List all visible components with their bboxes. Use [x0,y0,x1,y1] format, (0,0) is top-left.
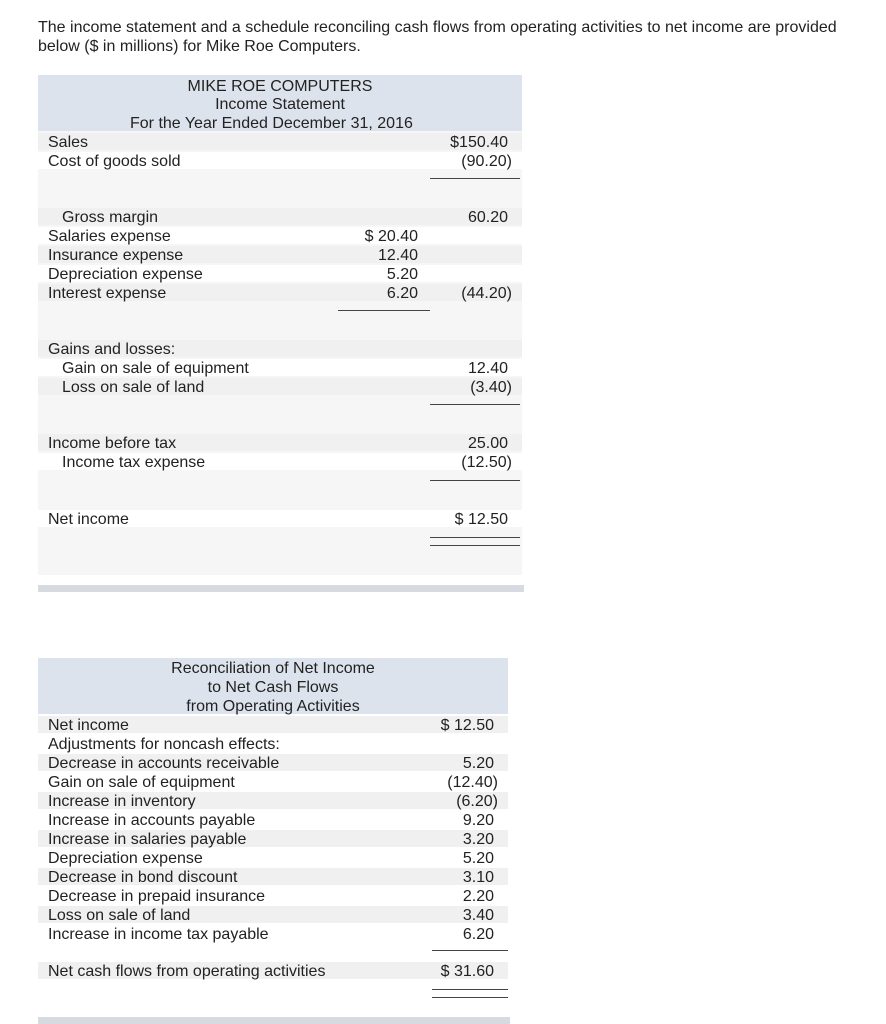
adjustment-value: (6.20) [456,793,498,810]
adjustment-value: 3.40 [462,907,494,924]
adjustment-value: 3.10 [462,869,494,886]
net-income-double-underline-2 [430,545,520,546]
adjustment-label: Increase in accounts payable [48,812,256,829]
gain-equipment-value: 12.40 [467,360,508,377]
net-cash-double-underline-2 [432,997,508,998]
expense-label: Insurance expense [48,247,184,264]
gains-underline [430,404,520,405]
adjustment-label: Decrease in prepaid insurance [48,888,266,905]
net-cash-label: Net cash flows from operating activities [48,963,326,980]
cogs-value: (90.20) [461,153,512,170]
adjustment-label: Gain on sale of equipment [48,774,235,791]
adjustments-label: Adjustments for noncash effects: [48,736,280,753]
reconciliation-title-line: Reconciliation of Net Income [171,660,375,677]
net-income-double-underline-1 [430,537,520,538]
adjustment-label: Increase in inventory [48,793,196,810]
adjustment-label: Increase in salaries payable [48,831,247,848]
expense-amount: $ 20.40 [364,228,418,245]
net-cash-value: $ 31.60 [440,963,494,980]
expenses-underline [338,310,430,311]
gross-margin-value: 60.20 [467,209,508,226]
income-statement-bottom-bar [38,585,524,592]
gains-losses-label: Gains and losses: [48,341,176,358]
reconciliation-title-line: from Operating Activities [186,698,360,715]
loss-land-value: (3.40) [470,379,512,396]
adjustment-label: Decrease in bond discount [48,869,238,886]
adjustment-label: Decrease in accounts receivable [48,755,280,772]
adjustment-value: (12.40) [447,774,498,791]
net-income-value: $ 12.50 [454,511,508,528]
income-tax-label: Income tax expense [62,454,206,471]
adjustment-value: 5.20 [462,755,494,772]
adjustment-label: Depreciation expense [48,850,203,867]
income-before-tax-value: 25.00 [467,435,508,452]
recon-net-income-label: Net income [48,717,129,734]
reconciliation-bottom-bar [38,1017,510,1024]
reconciliation-title-line: to Net Cash Flows [207,679,339,696]
tax-underline [430,480,520,481]
sales-label: Sales [48,134,89,151]
loss-land-label: Loss on sale of land [62,379,205,396]
net-cash-double-underline-1 [432,989,508,990]
expenses-total: (44.20) [461,285,512,302]
adjustment-value: 2.20 [462,888,494,905]
expense-amount: 12.40 [377,247,418,264]
income-before-tax-label: Income before tax [48,435,177,452]
adjustment-label: Increase in income tax payable [48,926,269,943]
expense-amount: 5.20 [386,266,418,283]
adjustment-value: 5.20 [462,850,494,867]
net-income-label: Net income [48,511,129,528]
gross-margin-label: Gross margin [62,209,159,226]
expense-label: Salaries expense [48,228,171,245]
intro-text: The income statement and a schedule reconciling cash flows from operating activities to net income are provided below ($ in millions) for Mike Roe Computers. [38,19,837,55]
income-tax-value: (12.50) [461,454,512,471]
expense-label: Interest expense [48,285,167,302]
sales-value: $150.40 [450,134,508,151]
expense-amount: 6.20 [386,285,418,302]
adjustment-label: Loss on sale of land [48,907,191,924]
adjustments-underline [432,950,508,951]
cogs-label: Cost of goods sold [48,153,181,170]
expense-label: Depreciation expense [48,266,203,283]
statement-period: For the Year Ended December 31, 2016 [130,115,413,132]
cogs-underline [430,178,520,179]
gain-equipment-label: Gain on sale of equipment [62,360,249,377]
adjustment-value: 3.20 [462,831,494,848]
company-name: MIKE ROE COMPUTERS [187,78,373,95]
adjustment-value: 9.20 [462,812,494,829]
recon-net-income-value: $ 12.50 [440,717,494,734]
statement-title: Income Statement [215,96,345,113]
adjustment-value: 6.20 [462,926,494,943]
